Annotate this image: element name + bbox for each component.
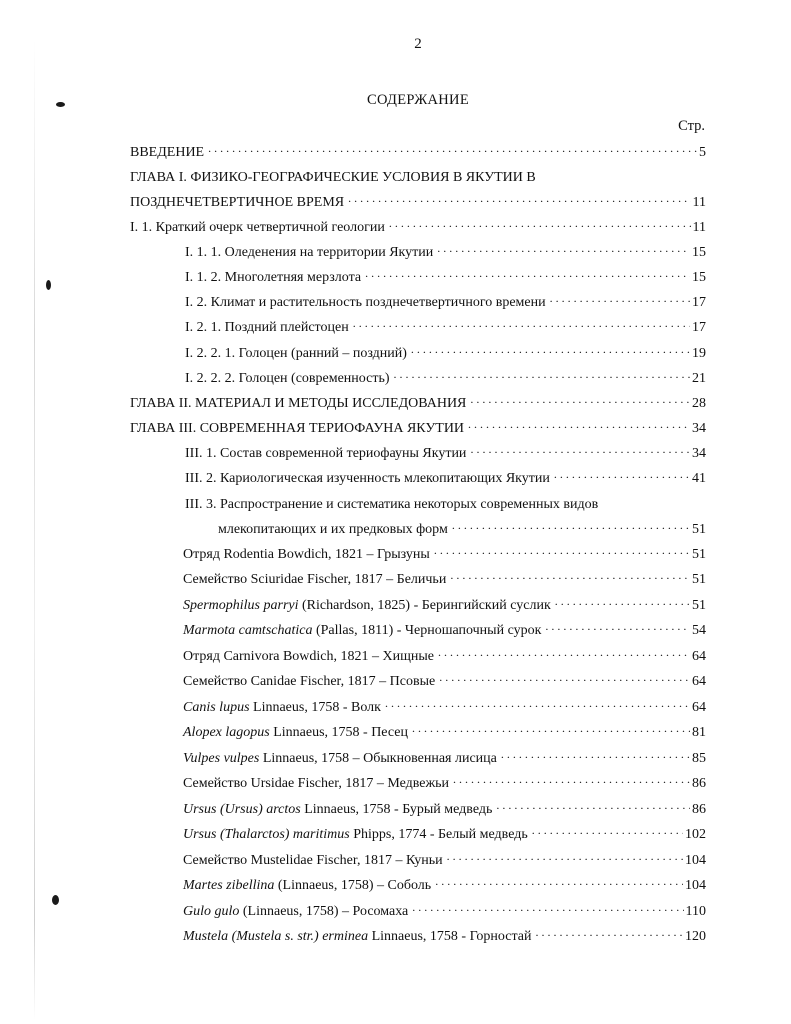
toc-entry-label xyxy=(183,597,551,614)
species-authority: (Linnaeus, 1758) – Росомаха xyxy=(242,904,409,919)
toc-entry-label: I. 1. Краткий очерк четвертичной геологии xyxy=(130,220,385,235)
toc-entry[interactable] xyxy=(183,877,706,894)
toc-entry-label: I. 2. 1. Поздний плейстоцен xyxy=(185,320,349,335)
toc-entry-label: ГЛАВА III. СОВРЕМЕННАЯ ТЕРИОФАУНА ЯКУТИИ xyxy=(130,421,465,436)
toc-entry-page: 51 xyxy=(692,547,706,562)
dot-leader xyxy=(412,724,690,736)
species-name: Spermophilus parryi xyxy=(183,598,299,613)
toc-entry-page: 17 xyxy=(692,295,706,310)
species-name: Mustela (Mustela s. str.) erminea xyxy=(183,929,369,944)
toc-entry-label: Семейство Sciuridae Fischer, 1817 – Беличьи xyxy=(183,572,447,587)
toc-entry-page: 81 xyxy=(692,725,706,740)
toc-entry[interactable] xyxy=(218,521,706,538)
toc-entry-page: 5 xyxy=(699,145,706,160)
species-authority: Linnaeus, 1758 - Горностай xyxy=(371,929,532,944)
species-name: Marmota camtschatica xyxy=(183,623,313,638)
toc-entry-label: ГЛАВА II. МАТЕРИАЛ И МЕТОДЫ ИССЛЕДОВАНИЯ xyxy=(130,396,467,411)
toc-entry[interactable] xyxy=(185,319,706,336)
toc-entry[interactable] xyxy=(185,370,706,387)
toc-entry[interactable] xyxy=(185,445,706,462)
dot-leader xyxy=(385,699,690,711)
toc-entry-label: Отряд Rodentia Bowdich, 1821 – Грызуны xyxy=(183,547,430,562)
toc-entry[interactable] xyxy=(185,269,706,286)
toc-entry-page: 51 xyxy=(692,522,706,537)
toc-entry[interactable] xyxy=(183,597,706,614)
toc-entry-label: I. 2. Климат и растительность позднечетвертичного времени xyxy=(185,295,546,310)
toc-entry-page: 15 xyxy=(692,245,706,260)
toc-entry-page: 21 xyxy=(692,371,706,386)
dot-leader xyxy=(435,877,683,889)
dot-leader xyxy=(550,294,690,306)
toc-entry[interactable] xyxy=(183,699,706,716)
toc-entry-label: Семейство Canidae Fischer, 1817 – Псовые xyxy=(183,674,436,689)
toc-entry[interactable] xyxy=(130,395,706,412)
toc-entry-page: 19 xyxy=(692,346,706,361)
toc-entry-label xyxy=(183,750,497,767)
toc-entry-page: 51 xyxy=(692,598,706,613)
toc-entry-label xyxy=(183,826,528,843)
toc-entry[interactable] xyxy=(130,194,706,211)
species-name: Canis lupus xyxy=(183,700,250,715)
dot-leader xyxy=(468,420,690,432)
toc-entry[interactable] xyxy=(183,546,706,563)
species-authority: Linnaeus, 1758 – Обыкновенная лисица xyxy=(262,751,497,766)
toc-entry[interactable] xyxy=(183,571,706,588)
toc-entry[interactable] xyxy=(185,294,706,311)
toc-entry-page: 11 xyxy=(692,195,706,210)
species-name: Ursus (Ursus) arctos xyxy=(183,802,301,817)
toc-entry[interactable] xyxy=(183,622,706,639)
toc-entry-label xyxy=(183,928,532,945)
toc-entry[interactable] xyxy=(183,801,706,818)
toc-entry-label xyxy=(183,903,408,920)
dot-leader xyxy=(411,345,690,357)
toc-entry-label: I. 1. 2. Многолетняя мерзлота xyxy=(185,270,362,285)
toc-entry[interactable] xyxy=(183,928,706,945)
dot-leader xyxy=(447,852,683,864)
species-name: Ursus (Thalarctos) maritimus xyxy=(183,827,350,842)
toc-entry-page: 86 xyxy=(692,776,706,791)
toc-entry-label: I. 2. 2. 1. Голоцен (ранний – поздний) xyxy=(185,346,407,361)
dot-leader xyxy=(353,319,690,331)
dot-leader xyxy=(545,622,690,634)
toc-entry[interactable] xyxy=(183,775,706,792)
toc-entry-page: 11 xyxy=(692,220,706,235)
dot-leader xyxy=(453,775,690,787)
toc-entry-page: 86 xyxy=(692,802,706,817)
toc-entry-page: 51 xyxy=(692,572,706,587)
species-name: Martes zibellina xyxy=(183,878,275,893)
toc-entry-page: 41 xyxy=(692,471,706,486)
toc-entry-page: 34 xyxy=(692,446,706,461)
toc-entry-page: 64 xyxy=(692,649,706,664)
toc-entry[interactable] xyxy=(185,470,706,487)
toc-entry-label xyxy=(183,877,431,894)
toc-entry-label: Отряд Carnivora Bowdich, 1821 – Хищные xyxy=(183,649,434,664)
dot-leader xyxy=(554,470,690,482)
toc-entry[interactable] xyxy=(130,420,706,437)
dot-leader xyxy=(412,903,683,915)
dot-leader xyxy=(365,269,690,281)
toc-entry[interactable] xyxy=(183,648,706,665)
toc-entry-page: 104 xyxy=(685,878,706,893)
toc-entry[interactable] xyxy=(185,345,706,362)
dot-leader xyxy=(434,546,690,558)
dot-leader xyxy=(532,826,683,838)
species-name: Gulo gulo xyxy=(183,904,240,919)
dot-leader xyxy=(470,395,690,407)
toc-entry-page: 34 xyxy=(692,421,706,436)
toc-entry-label-line1: III. 3. Распространение и систематика некоторых современных видов xyxy=(185,497,599,512)
toc-entry[interactable] xyxy=(183,903,706,920)
species-authority: Phipps, 1774 - Белый медведь xyxy=(353,827,528,842)
species-authority: Linnaeus, 1758 - Песец xyxy=(273,725,408,740)
toc-entry-label: Семейство Ursidae Fischer, 1817 – Медвежьи xyxy=(183,776,450,791)
dot-leader xyxy=(389,219,691,231)
toc-entry-label-line1: ГЛАВА I. ФИЗИКО-ГЕОГРАФИЧЕСКИЕ УСЛОВИЯ В ЯКУТИИ В xyxy=(130,170,536,185)
toc-entry[interactable] xyxy=(130,144,706,161)
toc-entry-page: 102 xyxy=(685,827,706,842)
dot-leader xyxy=(555,597,690,609)
toc-entry[interactable] xyxy=(183,852,706,869)
toc-entry-page: 17 xyxy=(692,320,706,335)
page-title: СОДЕРЖАНИЕ xyxy=(367,92,469,108)
toc-entry-label: I. 2. 2. 2. Голоцен (современность) xyxy=(185,371,390,386)
toc-entry-label: III. 1. Состав современной териофауны Якутии xyxy=(185,446,467,461)
dot-leader xyxy=(438,648,690,660)
species-name: Vulpes vulpes xyxy=(183,751,260,766)
species-authority: Linnaeus, 1758 - Волк xyxy=(253,700,381,715)
toc-entry[interactable] xyxy=(130,219,706,236)
toc-entry[interactable] xyxy=(183,724,706,741)
toc-entry-page: 120 xyxy=(685,929,706,944)
toc-entry-page: 85 xyxy=(692,751,706,766)
species-authority: (Richardson, 1825) - Берингийский суслик xyxy=(302,598,551,613)
toc-entry-label: III. 2. Кариологическая изученность млекопитающих Якутии xyxy=(185,471,550,486)
toc-entry[interactable] xyxy=(183,826,706,843)
dot-leader xyxy=(496,801,690,813)
toc-entry-label xyxy=(183,622,541,639)
dot-leader xyxy=(501,750,690,762)
dot-leader xyxy=(452,521,690,533)
toc-entry-page: 28 xyxy=(692,396,706,411)
dot-leader xyxy=(439,673,690,685)
toc-entry[interactable] xyxy=(183,750,706,767)
species-name: Alopex lagopus xyxy=(183,725,270,740)
toc-entry-label: I. 1. 1. Оледенения на территории Якутии xyxy=(185,245,434,260)
dot-leader xyxy=(208,144,697,156)
toc-entry-label xyxy=(183,724,408,741)
toc-entry-page: 54 xyxy=(692,623,706,638)
species-authority: (Pallas, 1811) - Черношапочный сурок xyxy=(315,623,542,638)
toc-entry-label: млекопитающих и их предковых форм xyxy=(218,522,448,537)
toc-entry-page: 110 xyxy=(685,904,706,919)
toc-entry[interactable] xyxy=(185,244,706,261)
dot-leader xyxy=(536,928,684,940)
toc-entry-page: 15 xyxy=(692,270,706,285)
page-column-header: Стр. xyxy=(678,118,705,134)
dot-leader xyxy=(437,244,690,256)
dot-leader xyxy=(470,445,690,457)
toc-entry[interactable] xyxy=(183,673,706,690)
toc-entry-page: 64 xyxy=(692,674,706,689)
toc-entry-label: Семейство Mustelidae Fischer, 1817 – Куньи xyxy=(183,853,443,868)
species-authority: (Linnaeus, 1758) – Соболь xyxy=(277,878,432,893)
toc-entry-label: ВВЕДЕНИЕ xyxy=(130,145,205,160)
dot-leader xyxy=(394,370,690,382)
page-number: 2 xyxy=(414,36,422,52)
toc-entry-label: ПОЗДНЕЧЕТВЕРТИЧНОЕ ВРЕМЯ xyxy=(130,195,345,210)
toc-entry-page: 64 xyxy=(692,700,706,715)
dot-leader xyxy=(450,571,690,583)
toc-entry-label xyxy=(183,699,381,716)
dot-leader xyxy=(348,194,690,206)
toc-entry-label xyxy=(183,801,492,818)
toc-entry-page: 104 xyxy=(685,853,706,868)
species-authority: Linnaeus, 1758 - Бурый медведь xyxy=(304,802,493,817)
